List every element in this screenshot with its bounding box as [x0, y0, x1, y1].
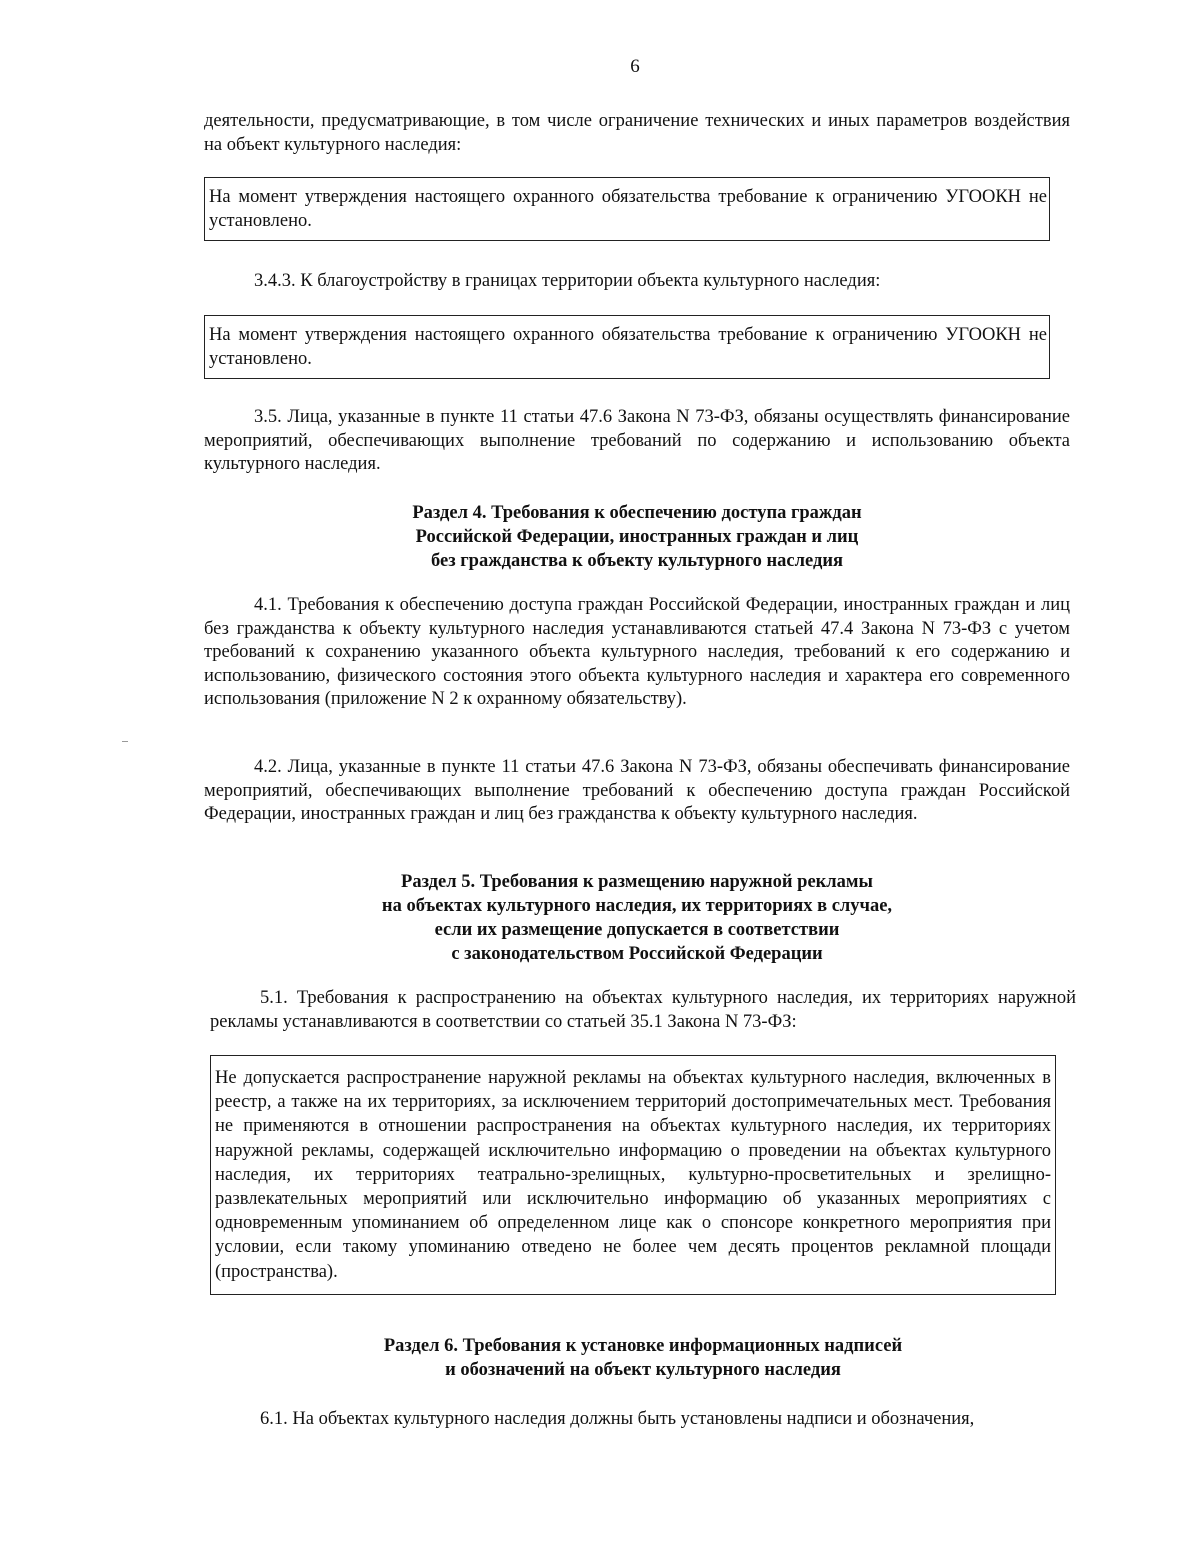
- section-5-heading-line: на объектах культурного наследия, их территориях в случае,: [381, 896, 893, 916]
- intro-paragraph: деятельности, предусматривающие, в том числе ограничение технических и иных параметров воздействия на объект культурного наследия:: [204, 111, 1070, 155]
- section-5-heading: [204, 870, 1070, 966]
- requirement-box-2: На момент утверждения настоящего охранного обязательства требование к ограничению УГООКН не установлено.: [204, 315, 1050, 379]
- section-4-heading-line: Раздел 4. Требования к обеспечению доступа граждан: [412, 503, 862, 523]
- section-4-heading: [204, 501, 1070, 573]
- section-5-heading-line: с законодательством Российской Федерации: [451, 944, 823, 964]
- section-6-heading: [210, 1334, 1076, 1382]
- section-5-heading-line: Раздел 5. Требования к размещению наружной рекламы: [401, 872, 873, 892]
- paragraph-6-1: 6.1. На объектах культурного наследия должны быть установлены надписи и обозначения,: [260, 1409, 975, 1429]
- page-number: 6: [630, 56, 640, 77]
- requirement-box-3: Не допускается распространение наружной рекламы на объектах культурного наследия, включенных в реестр, а также на их территориях, за исключением территорий достопримечательных мест. Требования не применяются в отношении распространения на объектах культурного наследия, их территориях наружной рекламы, содержащей исключительно информацию о проведении на объектах культурного наследия, их территориях театрально-зрелищных, культурно-просветительных и зрелищно-развлекательных мероприятий или исключительно информацию об указанных мероприятиях с одновременным упоминанием об определенном лице как о спонсоре конкретного мероприятия при условии, если такому упоминанию отведено не более чем десять процентов рекламной площади (пространства).: [210, 1055, 1056, 1295]
- section-6-heading-line: и обозначений на объект культурного наследия: [445, 1360, 841, 1380]
- paragraph-4-2: 4.2. Лица, указанные в пункте 11 статьи 47.6 Закона N 73-ФЗ, обязаны обеспечивать финансирование мероприятий, обеспечивающих выполнение требований к обеспечению доступа граждан Российской Федерации, иностранных граждан и лиц без гражданства к объекту культурного наследия.: [204, 757, 1070, 824]
- section-5-heading-line: если их размещение допускается в соответствии: [434, 920, 840, 940]
- section-4-heading-line: Российской Федерации, иностранных граждан и лиц: [415, 527, 859, 547]
- paragraph-4-1: 4.1. Требования к обеспечению доступа граждан Российской Федерации, иностранных граждан и лиц без гражданства к объекту культурного наследия устанавливаются статьей 47.4 Закона N 73-ФЗ с учетом требований к сохранению указанного объекта культурного наследия, требований к его содержанию и использованию, физического состояния этого объекта культурного наследия и характера его современного использования (приложение N 2 к охранному обязательству).: [204, 595, 1070, 709]
- paragraph-5-1: 5.1. Требования к распространению на объектах культурного наследия, их территориях наружной рекламы устанавливаются в соответствии со статьей 35.1 Закона N 73-ФЗ:: [210, 988, 1076, 1032]
- requirement-box-1: На момент утверждения настоящего охранного обязательства требование к ограничению УГООКН не установлено.: [204, 177, 1050, 241]
- paragraph-3-5: 3.5. Лица, указанные в пункте 11 статьи 47.6 Закона N 73-ФЗ, обязаны осуществлять финансирование мероприятий, обеспечивающих выполнение требований по содержанию и использованию объекта культурного наследия.: [204, 407, 1070, 474]
- scan-mark: [122, 741, 128, 742]
- section-6-heading-line: Раздел 6. Требования к установке информационных надписей: [383, 1336, 903, 1356]
- paragraph-3-4-3: 3.4.3. К благоустройству в границах территории объекта культурного наследия:: [254, 271, 881, 291]
- section-4-heading-line: без гражданства к объекту культурного наследия: [430, 551, 843, 571]
